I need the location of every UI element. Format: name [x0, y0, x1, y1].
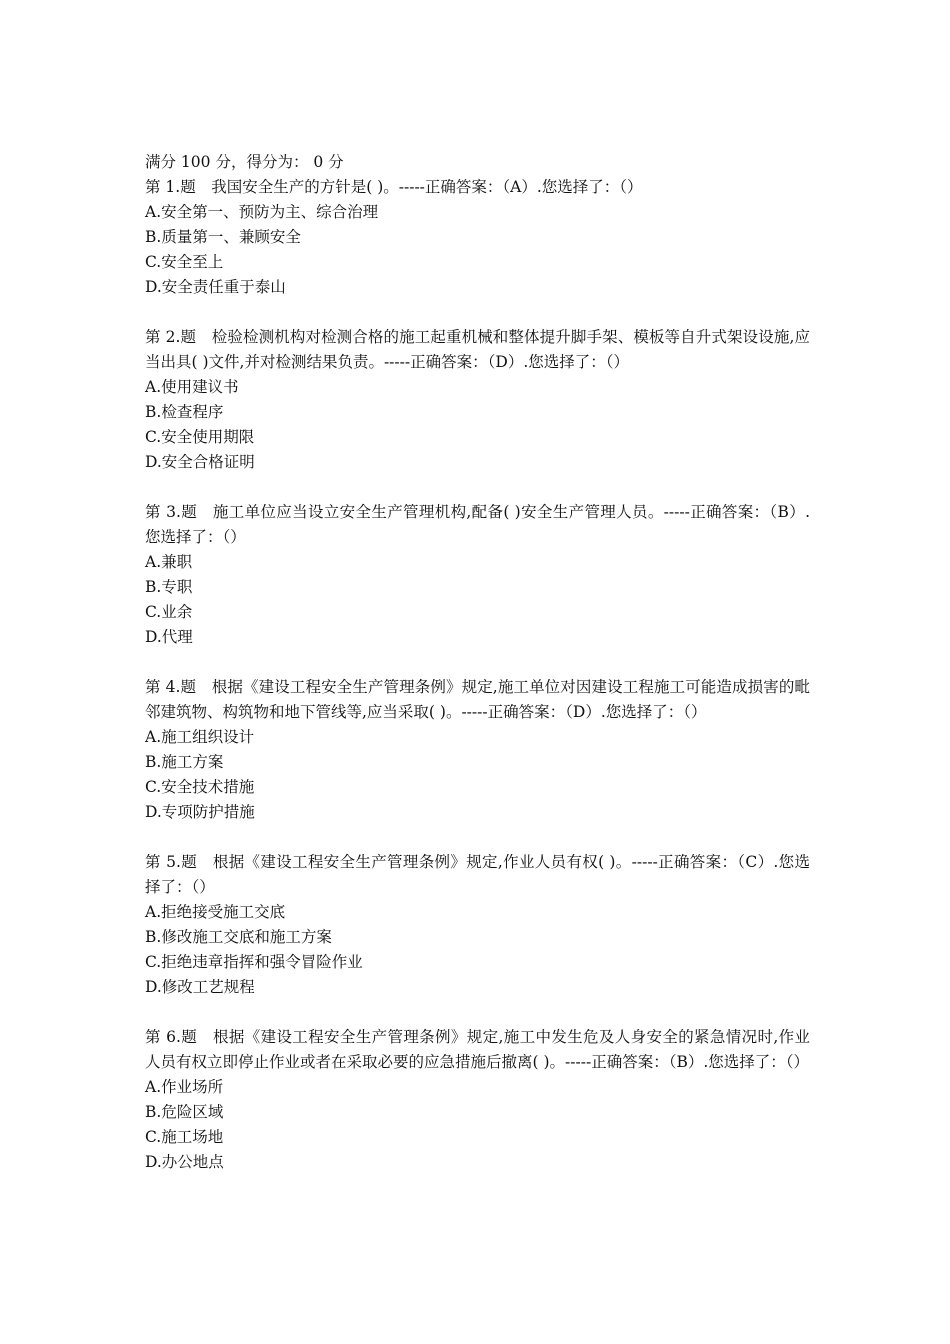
- option-b: B.修改施工交底和施工方案: [145, 928, 332, 946]
- question-stem: 第 4.题 根据《建设工程安全生产管理条例》规定,施工单位对因建设工程施工可能造成损害的毗邻建筑物、构筑物和地下管线等,应当采取( )。-----正确答案：（D）.您选择了：（）: [145, 678, 810, 721]
- option-d: D.安全合格证明: [145, 453, 255, 471]
- question-2: [145, 325, 810, 475]
- question-stem: 第 5.题 根据《建设工程安全生产管理条例》规定,作业人员有权( )。-----正确答案：（C）.您选择了：（）: [145, 853, 810, 896]
- option-a: A.兼职: [145, 553, 193, 571]
- option-b: B.危险区域: [145, 1103, 224, 1121]
- option-a: A.拒绝接受施工交底: [145, 903, 286, 921]
- option-b: B.施工方案: [145, 753, 224, 771]
- question-stem: 第 6.题 根据《建设工程安全生产管理条例》规定,施工中发生危及人身安全的紧急情况时,作业人员有权立即停止作业或者在采取必要的应急措施后撤离( )。-----正确答案：（B）.您选择了：（）: [145, 1028, 810, 1071]
- question-6: [145, 1025, 810, 1175]
- option-c: C.施工场地: [145, 1128, 224, 1146]
- option-b: B.检查程序: [145, 403, 224, 421]
- option-c: C.拒绝违章指挥和强令冒险作业: [145, 953, 363, 971]
- option-a: A.安全第一、预防为主、综合治理: [145, 203, 379, 221]
- question-5: [145, 850, 810, 1000]
- question-4: [145, 675, 810, 825]
- question-stem: 第 2.题 检验检测机构对检测合格的施工起重机械和整体提升脚手架、模板等自升式架设设施,应当出具( )文件,并对检测结果负责。-----正确答案：（D）.您选择了：（）: [145, 328, 810, 371]
- option-b: B.质量第一、兼顾安全: [145, 228, 301, 246]
- option-c: C.安全技术措施: [145, 778, 255, 796]
- exam-document: [145, 150, 810, 1200]
- question-1: [145, 175, 810, 300]
- score-line: 满分 100 分，得分为： 0 分: [145, 153, 344, 171]
- option-a: A.作业场所: [145, 1078, 224, 1096]
- option-b: B.专职: [145, 578, 193, 596]
- option-c: C.安全使用期限: [145, 428, 255, 446]
- question-stem: 第 1.题 我国安全生产的方针是( )。-----正确答案：（A）.您选择了：（）: [145, 178, 643, 196]
- option-d: D.代理: [145, 628, 193, 646]
- question-3: [145, 500, 810, 650]
- option-c: C.业余: [145, 603, 193, 621]
- question-stem: 第 3.题 施工单位应当设立安全生产管理机构,配备( )安全生产管理人员。-----正确答案：（B）.您选择了：（）: [145, 503, 810, 546]
- option-d: D.办公地点: [145, 1153, 224, 1171]
- option-d: D.修改工艺规程: [145, 978, 255, 996]
- option-a: A.施工组织设计: [145, 728, 255, 746]
- option-d: D.安全责任重于泰山: [145, 278, 286, 296]
- option-d: D.专项防护措施: [145, 803, 255, 821]
- option-c: C.安全至上: [145, 253, 224, 271]
- option-a: A.使用建议书: [145, 378, 239, 396]
